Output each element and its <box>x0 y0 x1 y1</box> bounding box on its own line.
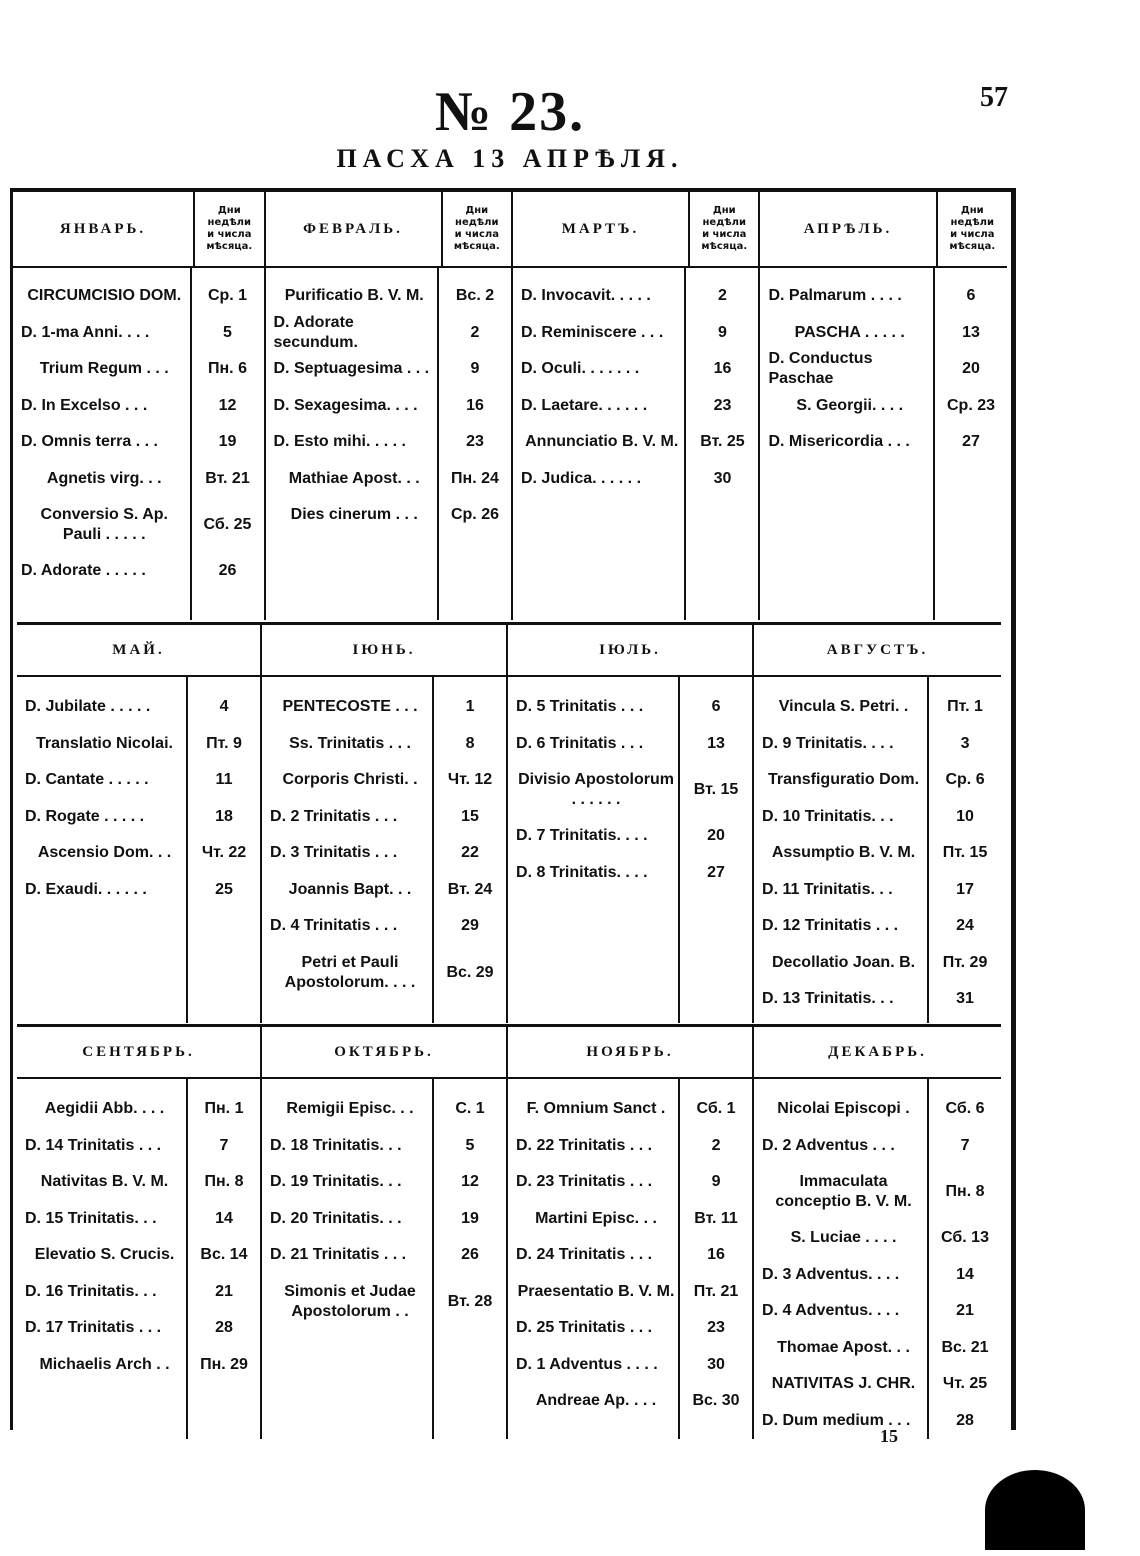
feast-day: 30 <box>713 469 732 487</box>
section1-header-row <box>13 192 1007 267</box>
calendar-entry <box>754 981 1001 1018</box>
calendar-entry <box>266 388 511 425</box>
feast-day: Пн. 8 <box>204 1173 244 1191</box>
feast-day: 6 <box>966 287 976 305</box>
calendar-entry <box>262 1201 506 1238</box>
feast-name: D. 2 Adventus . . . <box>762 1136 895 1154</box>
feast-day: 26 <box>218 562 237 580</box>
calendar-entry <box>17 799 260 836</box>
feast-name: D. 2 Trinitatis . . . <box>270 807 398 825</box>
feast-day: Чт. 12 <box>447 771 493 789</box>
feast-day: Сб. 13 <box>941 1229 989 1247</box>
month-entries <box>507 676 753 1023</box>
feast-name: Annunciatio B. V. M. <box>525 433 679 451</box>
table-number-title: № 23. <box>434 81 586 143</box>
calendar-entry <box>266 351 511 388</box>
feast-name: Trium Regum . . . <box>39 360 169 378</box>
calendar-entry <box>754 1128 1001 1165</box>
feast-name: D. 8 Trinitatis. . . . <box>516 863 648 881</box>
feast-day: Сб. 6 <box>945 1100 985 1118</box>
feast-day: Пт. 29 <box>942 953 988 971</box>
feast-day: 20 <box>962 360 980 378</box>
feast-day: 2 <box>470 323 480 341</box>
feast-name: D. 18 Trinitatis. . . <box>270 1136 402 1154</box>
month-header-dec: ДЕКАБРЬ. <box>753 1026 1001 1079</box>
calendar-entry <box>262 689 506 726</box>
calendar-entry <box>508 1128 752 1165</box>
feast-name: D. 22 Trinitatis . . . <box>516 1136 653 1154</box>
calendar-entry <box>266 497 511 534</box>
calendar-entry <box>513 388 758 425</box>
feast-day: 26 <box>461 1246 479 1264</box>
day-header: Дни недѣли и числа мѣсяца. <box>689 192 759 267</box>
calendar-entry <box>17 726 260 763</box>
feast-day: Вт. 21 <box>205 469 250 487</box>
feast-day: 13 <box>962 323 980 341</box>
feast-name: Assumptio B. V. M. <box>771 844 916 862</box>
feast-name: Petri et Pauli Apostolorum. . . . <box>284 953 416 991</box>
feast-day: 23 <box>713 396 732 414</box>
feast-name: D. Jubilate . . . . . <box>25 698 151 716</box>
calendar-entry <box>754 689 1001 726</box>
feast-name: Corporis Christi. . <box>282 771 418 789</box>
calendar-entry <box>266 461 511 498</box>
feast-name: PASCHA . . . . . <box>794 323 905 341</box>
feast-day: 16 <box>466 396 484 414</box>
feast-name: D. Adorate . . . . . <box>21 562 146 580</box>
feast-name: Decollatio Joan. B. <box>771 953 916 971</box>
month-header-may: МАЙ. <box>17 624 261 677</box>
feast-day: Вс. 2 <box>455 287 495 305</box>
feast-name: Vincula S. Petri. . <box>778 698 909 716</box>
feast-day: 20 <box>707 827 725 845</box>
feast-day: 29 <box>461 917 479 935</box>
feast-day: Ср. 26 <box>450 506 499 524</box>
feast-name: D. 1 Adventus . . . . <box>516 1355 658 1373</box>
calendar-entry <box>266 424 511 461</box>
feast-day: 24 <box>956 917 974 935</box>
feast-name: Elevatio S. Crucis. <box>34 1246 175 1264</box>
calendar-entry <box>17 1310 260 1347</box>
feast-day: 11 <box>215 771 233 789</box>
feast-name: D. Palmarum . . . . <box>768 287 902 305</box>
feast-name: D. Exaudi. . . . . . <box>25 880 147 898</box>
month-entries <box>261 1078 507 1439</box>
calendar-entry <box>508 1383 752 1420</box>
calendar-entry <box>13 424 264 461</box>
feast-day: 27 <box>962 433 980 451</box>
calendar-entry <box>262 908 506 945</box>
calendar-entry <box>17 1347 260 1384</box>
feast-day: 16 <box>713 360 732 378</box>
calendar-entry <box>262 1237 506 1274</box>
month-entries <box>17 676 261 1023</box>
feast-day: 23 <box>707 1319 725 1337</box>
feast-name: Simonis et Judae Apostolorum . . <box>284 1282 416 1320</box>
calendar-entry <box>17 1091 260 1128</box>
month-header-jan: ЯНВАРЬ. <box>13 192 194 267</box>
calendar-entry <box>262 1164 506 1201</box>
feast-day: 8 <box>465 734 475 752</box>
feast-day: Пн. 6 <box>208 360 247 378</box>
feast-day: 2 <box>711 1136 721 1154</box>
calendar-entry <box>508 855 752 892</box>
calendar-entry <box>513 424 758 461</box>
feast-day: 21 <box>956 1302 974 1320</box>
feast-day: 23 <box>466 433 484 451</box>
calendar-entry <box>760 424 1007 461</box>
feast-day: Пт. 21 <box>693 1282 739 1300</box>
feast-name: D. 10 Trinitatis. . . <box>762 807 894 825</box>
calendar-entry <box>754 1220 1001 1257</box>
feast-name: Agnetis virg. . . <box>46 469 162 487</box>
feast-name: Ascensio Dom. . . <box>37 844 172 862</box>
calendar-entry <box>17 762 260 799</box>
feast-name: D. 5 Trinitatis . . . <box>516 698 644 716</box>
feast-day: Пн. 8 <box>945 1183 985 1200</box>
feast-day: Пн. 29 <box>200 1355 248 1373</box>
feast-day: 5 <box>465 1136 475 1154</box>
calendar-entry <box>262 1274 506 1330</box>
calendar-entry <box>262 945 506 1001</box>
feast-day: Вт. 11 <box>694 1209 738 1227</box>
feast-name: Nicolai Episcopi . <box>777 1100 910 1118</box>
feast-name: D. 23 Trinitatis . . . <box>516 1173 653 1191</box>
feast-day: Пн. 1 <box>204 1100 244 1118</box>
feast-name: D. 4 Trinitatis . . . <box>270 917 398 935</box>
feast-day: Пт. 15 <box>942 844 988 862</box>
calendar-entry <box>17 1274 260 1311</box>
feast-name: D. Invocavit. . . . . <box>520 287 651 305</box>
calendar-entry <box>508 818 752 855</box>
calendar-entry <box>754 762 1001 799</box>
feast-name: D. 12 Trinitatis . . . <box>762 917 899 935</box>
calendar-entry <box>508 1347 752 1384</box>
day-header: Дни недѣли и числа мѣсяца. <box>194 192 264 267</box>
calendar-entry <box>513 278 758 315</box>
month-entries <box>507 1078 753 1439</box>
calendar-entry <box>754 835 1001 872</box>
feast-day: Вс. 29 <box>446 963 494 981</box>
feast-name: D. 9 Trinitatis. . . . <box>762 734 894 752</box>
feast-day: 5 <box>223 323 232 341</box>
calendar-entry <box>754 799 1001 836</box>
calendar-entry <box>508 726 752 763</box>
feast-name: Translatio Nicolai. <box>36 734 173 752</box>
calendar-entry <box>13 388 264 425</box>
feast-day: 22 <box>461 844 479 862</box>
feast-name: Remigii Episc. . . <box>286 1100 414 1118</box>
feast-name: Michaelis Arch . . <box>39 1355 170 1373</box>
calendar-entry <box>508 1201 752 1238</box>
page-number: 57 <box>980 82 1008 113</box>
calendar-section-may-aug <box>17 622 1001 1023</box>
feast-name: D. Septuagesima . . . <box>273 360 430 378</box>
month-header-nov: НОЯБРЬ. <box>507 1026 753 1079</box>
feast-name: D. 4 Adventus. . . . <box>762 1302 900 1320</box>
feast-name: Martini Episc. . . <box>535 1209 657 1227</box>
calendar-entry <box>513 315 758 352</box>
calendar-entry <box>760 278 1007 315</box>
section3-header-row <box>17 1026 1001 1079</box>
month-header-jul: ІЮЛЬ. <box>507 624 753 677</box>
month-entries <box>13 267 265 620</box>
feast-name: Transfiguratio Dom. <box>767 771 920 789</box>
feast-name: D. Omnis terra . . . <box>21 433 158 451</box>
calendar-entry <box>17 1128 260 1165</box>
calendar-section-sep-dec <box>17 1024 1001 1439</box>
calendar-entry <box>760 388 1007 425</box>
feast-name: Praesentatio B. V. M. <box>517 1282 675 1300</box>
calendar-entry <box>17 1164 260 1201</box>
feast-day: Вс. 21 <box>941 1338 989 1356</box>
feast-day: 9 <box>711 1173 721 1191</box>
easter-date-heading: ПАСХА 13 АПРѢЛЯ. <box>336 144 684 173</box>
feast-day: Пн. 24 <box>451 469 499 487</box>
feast-day: 16 <box>707 1246 725 1264</box>
calendar-entry <box>13 278 264 315</box>
calendar-entry <box>754 872 1001 909</box>
feast-name: D. 19 Trinitatis. . . <box>270 1173 402 1191</box>
feast-day: Сб. 1 <box>696 1100 736 1118</box>
calendar-entry <box>508 762 752 818</box>
month-entries <box>265 267 512 620</box>
calendar-entry <box>13 461 264 498</box>
feast-day: Пт. 1 <box>947 698 983 716</box>
calendar-entry <box>262 1128 506 1165</box>
feast-name: D. Misericordia . . . <box>768 433 910 451</box>
calendar-entry <box>13 553 264 590</box>
calendar-entry <box>266 278 511 315</box>
feast-name: D. Esto mihi. . . . . <box>273 433 406 451</box>
feast-name: D. Reminiscere . . . <box>520 323 664 341</box>
feast-name: Andreae Ap. . . . <box>535 1392 657 1410</box>
feast-day: 13 <box>707 734 725 752</box>
feast-name: D. Laetare. . . . . . <box>520 396 648 414</box>
feast-day: 27 <box>707 863 725 881</box>
feast-day: 14 <box>215 1209 233 1227</box>
feast-name: D. In Excelso . . . <box>21 396 148 414</box>
ink-blot <box>985 1470 1085 1550</box>
calendar-entry <box>508 1091 752 1128</box>
feast-name: D. Sexagesima. . . . <box>273 396 418 414</box>
feast-name: D. Dum medium . . . <box>762 1411 911 1429</box>
calendar-entry <box>508 689 752 726</box>
feast-name: D. 20 Trinitatis. . . <box>270 1209 402 1227</box>
calendar-entry <box>262 872 506 909</box>
feast-day: 19 <box>218 433 237 451</box>
feast-name: S. Georgii. . . . <box>796 396 904 414</box>
feast-day: 9 <box>470 360 480 378</box>
feast-day: Вт. 24 <box>447 880 493 898</box>
calendar-entry <box>17 835 260 872</box>
calendar-entry <box>266 315 511 352</box>
feast-name: D. 1-ma Anni. . . . <box>21 323 150 341</box>
feast-name: D. Oculi. . . . . . . <box>520 360 640 378</box>
month-header-feb: ФЕВРАЛЬ. <box>265 192 442 267</box>
feast-name: D. 3 Adventus. . . . <box>762 1265 900 1283</box>
feast-day: 28 <box>215 1319 233 1337</box>
calendar-entry <box>754 1366 1001 1403</box>
feast-name: D. 3 Trinitatis . . . <box>270 844 398 862</box>
feast-day: 15 <box>461 807 479 825</box>
calendar-entry <box>760 351 1007 388</box>
section2-header-row <box>17 624 1001 677</box>
calendar-entry <box>508 1310 752 1347</box>
month-header-sep: СЕНТЯБРЬ. <box>17 1026 261 1079</box>
calendar-entry <box>262 799 506 836</box>
calendar-entry <box>513 351 758 388</box>
feast-name: Purificatio B. V. M. <box>284 287 424 305</box>
calendar-entry <box>262 1091 506 1128</box>
feast-name: D. 7 Trinitatis. . . . <box>516 827 648 845</box>
month-header-aug: АВГУСТЪ. <box>753 624 1001 677</box>
month-header-mar: МАРТЪ. <box>512 192 689 267</box>
month-entries <box>17 1078 261 1439</box>
calendar-entry <box>754 908 1001 945</box>
feast-day: 9 <box>718 323 727 341</box>
calendar-section-jan-apr <box>13 192 1007 620</box>
month-entries <box>753 1078 1001 1439</box>
calendar-entry <box>13 315 264 352</box>
feast-day: 25 <box>215 880 233 898</box>
feast-day: Ср. 6 <box>945 771 985 789</box>
feast-day: Вт. 15 <box>693 781 739 798</box>
feast-day: Вт. 25 <box>700 433 745 451</box>
calendar-entry <box>754 1164 1001 1220</box>
feast-name: D. 16 Trinitatis. . . <box>25 1282 157 1300</box>
feast-day: Чт. 22 <box>201 844 247 862</box>
feast-day: 17 <box>956 880 974 898</box>
month-header-jun: ІЮНЬ. <box>261 624 507 677</box>
feast-name: D. 13 Trinitatis. . . <box>762 990 894 1008</box>
feast-day: 2 <box>718 287 727 305</box>
feast-name: D. Cantate . . . . . <box>25 771 149 789</box>
month-entries <box>759 267 1007 620</box>
calendar-entry <box>17 1237 260 1274</box>
feast-name: Nativitas B. V. M. <box>40 1173 169 1191</box>
calendar-entry <box>17 872 260 909</box>
calendar-entry <box>17 1201 260 1238</box>
calendar-entry <box>262 835 506 872</box>
feast-name: Divisio Apostolorum . . . . . . <box>518 771 674 808</box>
feast-day: 30 <box>707 1355 725 1373</box>
month-header-apr: АПРѢЛЬ. <box>759 192 936 267</box>
feast-name: D. Conductus Paschae <box>768 350 873 388</box>
feast-day: 12 <box>461 1173 479 1191</box>
day-header: Дни недѣли и числа мѣсяца. <box>442 192 512 267</box>
feast-name: Mathiae Apost. . . <box>288 469 420 487</box>
calendar-entry <box>13 497 264 553</box>
calendar-entry <box>754 1257 1001 1294</box>
calendar-entry <box>754 945 1001 982</box>
feast-name: D. 6 Trinitatis . . . <box>516 734 644 752</box>
month-header-oct: ОКТЯБРЬ. <box>261 1026 507 1079</box>
feast-day: Вс. 30 <box>692 1392 740 1410</box>
feast-name: D. 15 Trinitatis. . . <box>25 1209 157 1227</box>
feast-name: PENTECOSTE . . . <box>282 698 418 716</box>
calendar-entry <box>754 1403 1001 1440</box>
calendar-entry <box>508 1237 752 1274</box>
feast-name: D. 25 Trinitatis . . . <box>516 1319 653 1337</box>
month-entries <box>261 676 507 1023</box>
feast-name: D. 14 Trinitatis . . . <box>25 1136 162 1154</box>
feast-name: S. Luciae . . . . <box>790 1229 897 1247</box>
feast-day: С. 1 <box>455 1100 485 1118</box>
feast-day: 6 <box>711 698 721 716</box>
calendar-entry <box>754 1091 1001 1128</box>
calendar-entry <box>508 1274 752 1311</box>
feast-day: 1 <box>465 698 475 716</box>
calendar-entry <box>13 351 264 388</box>
feast-day: 31 <box>956 990 974 1008</box>
feast-day: 18 <box>215 807 233 825</box>
feast-day: 14 <box>956 1265 974 1283</box>
calendar-entry <box>508 1164 752 1201</box>
month-entries <box>753 676 1001 1023</box>
calendar-entry <box>760 315 1007 352</box>
calendar-entry <box>754 1330 1001 1367</box>
feast-name: Conversio S. Ap. Pauli . . . . . <box>40 506 168 543</box>
feast-name: D. 24 Trinitatis . . . <box>516 1246 653 1264</box>
signature-mark: 15 <box>880 1426 898 1446</box>
calendar-entry <box>754 726 1001 763</box>
feast-day: 7 <box>219 1136 229 1154</box>
feast-day: 4 <box>219 698 229 716</box>
feast-day: Сб. 25 <box>203 516 252 533</box>
calendar-entry <box>17 689 260 726</box>
feast-name: D. Rogate . . . . . <box>25 807 145 825</box>
feast-day: Вт. 28 <box>447 1292 493 1310</box>
calendar-entry <box>754 1293 1001 1330</box>
feast-day: Чт. 25 <box>942 1375 988 1393</box>
feast-day: 7 <box>960 1136 970 1154</box>
feast-name: CIRCUMCISIO DOM. <box>27 287 182 305</box>
feast-day: 10 <box>956 807 974 825</box>
calendar-entry <box>262 726 506 763</box>
day-header: Дни недѣли и числа мѣсяца. <box>937 192 1007 267</box>
feast-name: D. 11 Trinitatis. . . <box>762 880 893 898</box>
feast-name: D. 17 Trinitatis . . . <box>25 1319 162 1337</box>
feast-name: Ss. Trinitatis . . . <box>289 734 411 752</box>
feast-day: 19 <box>461 1209 479 1227</box>
feast-name: Dies cinerum . . . <box>290 506 418 524</box>
feast-name: F. Omnium Sanct . <box>526 1100 666 1118</box>
feast-name: D. 21 Trinitatis . . . <box>270 1246 407 1264</box>
feast-name: Thomae Apost. . . <box>777 1338 910 1356</box>
feast-name: Immaculata conceptio B. V. M. <box>775 1173 912 1210</box>
calendar-entry <box>513 461 758 498</box>
calendar-entry <box>262 762 506 799</box>
feast-day: 3 <box>960 734 970 752</box>
month-entries <box>512 267 759 620</box>
feast-day: Пт. 9 <box>206 734 242 752</box>
feast-name: Aegidii Abb. . . . <box>44 1100 165 1118</box>
feast-day: 21 <box>215 1282 233 1300</box>
feast-name: Joannis Bapt. . . <box>288 880 412 898</box>
feast-name: D. Judica. . . . . . <box>520 469 642 487</box>
feast-day: 28 <box>956 1411 974 1429</box>
feast-name: NATIVITAS J. CHR. <box>771 1375 916 1393</box>
feast-day: 12 <box>218 396 237 414</box>
feast-name: D. Adorate secundum. <box>273 313 358 351</box>
feast-day: Ср. 23 <box>946 396 995 414</box>
feast-day: Ср. 1 <box>207 287 248 305</box>
feast-day: Вс. 14 <box>200 1246 248 1264</box>
